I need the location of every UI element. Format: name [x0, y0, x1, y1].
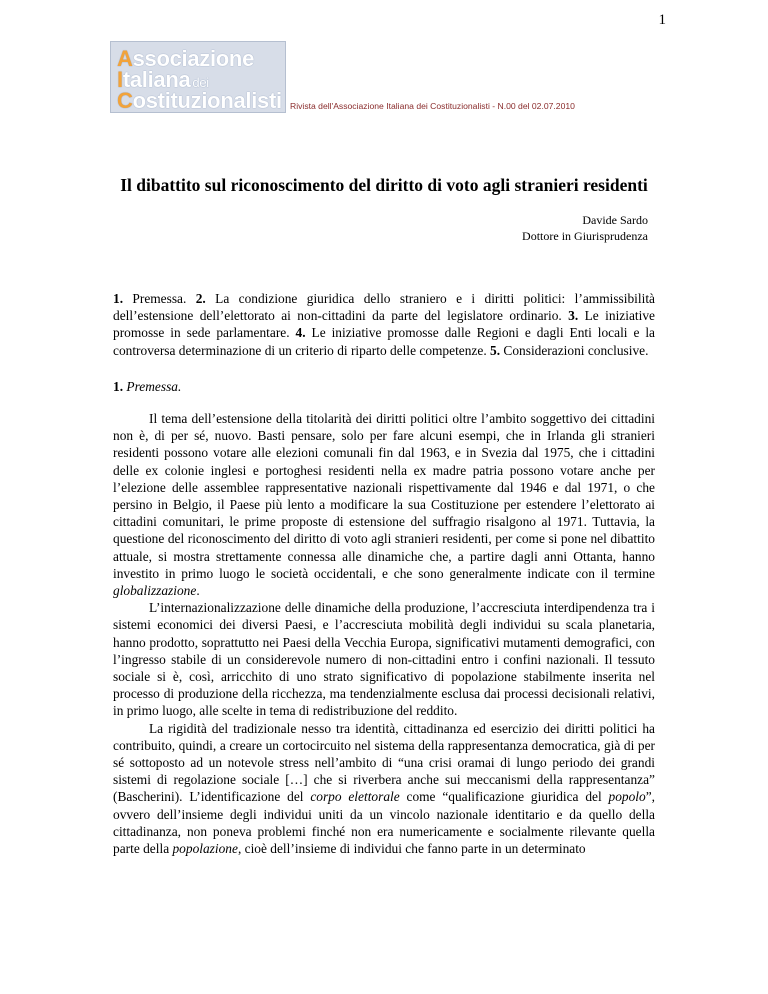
journal-header-line: Rivista dell'Associazione Italiana dei Costituzionalisti - N.00 del 02.07.2010	[290, 101, 575, 111]
page-number: 1	[658, 12, 666, 28]
logo-line-3: Costituzionalisti	[117, 88, 282, 113]
logo-line-1: Associazione	[117, 46, 255, 71]
paragraph-3: La rigidità del tradizionale nesso tra identità, cittadinanza ed esercizio dei diritti politici ha contribuito, quindi, a creare un cortocircuito nel sistema della rappresentanza democratica, già di per sé sottoposto ad un notevole stress nell’ambito di “una crisi oramai di lungo periodo dei grandi sistemi di regolazione sociale […] che si riverbera anche sui meccanismi della rappresentanza” (Bascherini). L’identificazione del corpo elettorale come “qualificazione giuridica del popolo”, ovvero dell’insieme degli individui uniti da un vincolo nazionale identitario e da quello della cittadinanza, non poneva problemi finché non era numericamente e socialmente rilevante quella parte della popolazione, cioè dell’insieme di individui che fanno parte in un determinato	[113, 720, 655, 857]
section-heading: 1. Premessa.	[113, 379, 182, 394]
article-title: Il dibattito sul riconoscimento del diritto di voto agli stranieri residenti	[120, 175, 648, 195]
paragraph-2: L’internazionalizzazione delle dinamiche della produzione, l’accresciuta interdipendenza tra i sistemi economici dei diversi Paesi, e l’accresciuta mobilità degli individui su scala planetaria, hanno prodotto, soprattutto nei Paesi della Vecchia Europa, significativi mutamenti demografici, con l’ingresso stabile di un considerevole numero di non-cittadini entro i confini nazionali. Il tessuto sociale si è, così, arricchito di uno strato significativo di popolazione stabilmente inserita nel processo di produzione della ricchezza, ma tendenzialmente esclusa dai processi decisionali relativi, in primo luogo, alle scelte in tema di redistribuzione del reddito.	[113, 600, 655, 719]
author-qualification: Dottore in Giurisprudenza	[522, 229, 648, 243]
association-logo	[110, 41, 286, 113]
paragraph-1: Il tema dell’estensione della titolarità dei diritti politici oltre l’ambito soggettivo dei cittadini non è, di per sé, nuovo. Basti pensare, solo per fare alcuni esempi, che in Irlanda gli stranieri residenti possono votare alle elezioni comunali fin dal 1963, e in Svezia dal 1975, che i cittadini delle ex colonie inglesi e portoghesi residenti nella ex madre patria possono votare anche per l’elezione delle assemblee rappresentative nazionali rispettivamente dal 1946 e dal 1971, o che persino in Belgio, il Paese più lento a modificare la sua Costituzione per estendere l’elettorato ai cittadini comunitari, le prime proposte di estensione del suffragio risalgono al 1971. Tuttavia, la questione del riconoscimento del diritto di voto agli stranieri residenti, per come si pone nel dibattito attuale, si mostra strettamente connessa alle dinamiche che, a partire dagli anni Ottanta, hanno investito in primo luogo le società occidentali, e che sono generalmente indicate con il termine globalizzazione.	[113, 411, 655, 599]
table-of-contents: 1. Premessa. 2. La condizione giuridica dello straniero e i diritti politici: l’ammissibilità dell’estensione dell’elettorato ai non-cittadini da parte del legislatore ordinario. 3. Le iniziative promosse in sede parlamentare. 4. Le iniziative promosse dalle Regioni e dagli Enti locali e la controversa determinazione di un criterio di riparto delle competenze. 5. Considerazioni conclusive.	[113, 291, 656, 358]
section-body	[113, 410, 655, 857]
author-name: Davide Sardo	[582, 213, 648, 227]
author-block	[522, 212, 648, 244]
logo-line-2: Italiana dei	[117, 67, 209, 92]
